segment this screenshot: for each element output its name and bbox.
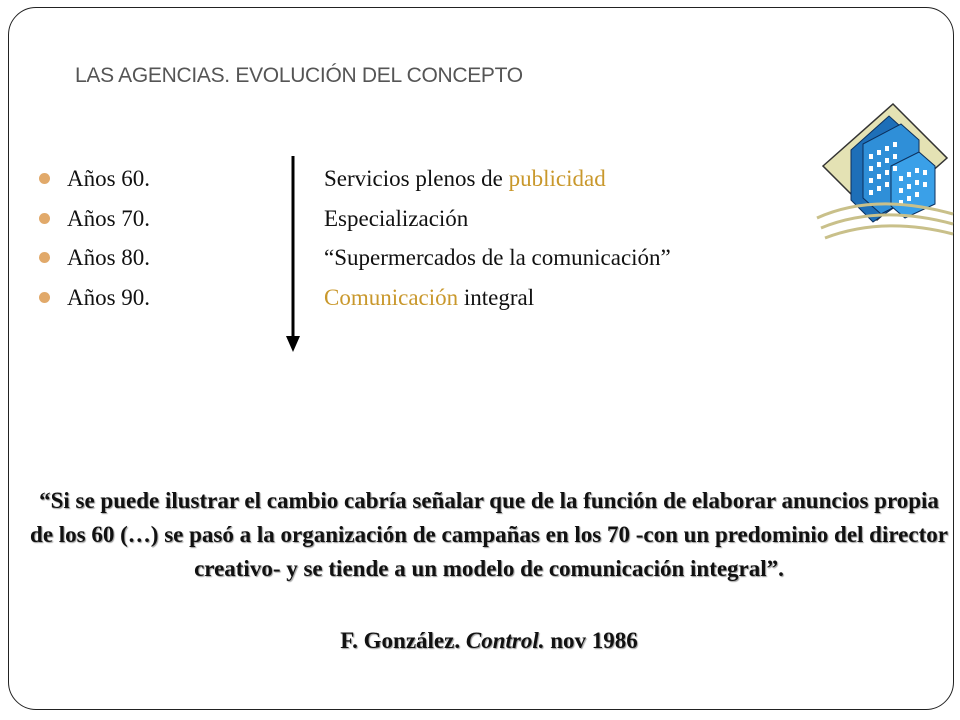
bullet-icon (39, 252, 50, 263)
down-arrow-icon (285, 156, 301, 354)
citation-source: Control. (465, 628, 545, 653)
timeline-description: Comunicación integral (324, 284, 535, 310)
citation-author: F. González. (340, 628, 461, 653)
timeline-decade: Años 80. (67, 245, 151, 270)
slide-title: LAS AGENCIAS. EVOLUCIÓN DEL CONCEPTO (75, 64, 523, 87)
timeline-decade: Años 90. (67, 284, 151, 310)
quote-citation (29, 628, 949, 654)
timeline-decade: Años 60. (67, 166, 151, 191)
timeline-description: “Supermercados de la comunicación” (324, 245, 671, 270)
bullet-icon (39, 173, 50, 184)
slide-frame (8, 7, 954, 710)
timeline-description: Especialización (324, 205, 469, 231)
office-buildings-icon (815, 96, 955, 246)
citation-date: nov 1986 (550, 628, 638, 653)
bullet-icon (39, 292, 50, 303)
timeline-description: Servicios plenos de publicidad (324, 166, 606, 191)
quote-text: “Si se puede ilustrar el cambio cabría señalar que de la función de elaborar anuncios propia de los 60 (…) se pasó a la organización de campañas en los 70 -con un predominio del director creativo- y se tiende a un modelo de comunicación integral”. (30, 488, 948, 581)
timeline-decade: Años 70. (67, 205, 151, 231)
bullet-icon (39, 213, 50, 224)
